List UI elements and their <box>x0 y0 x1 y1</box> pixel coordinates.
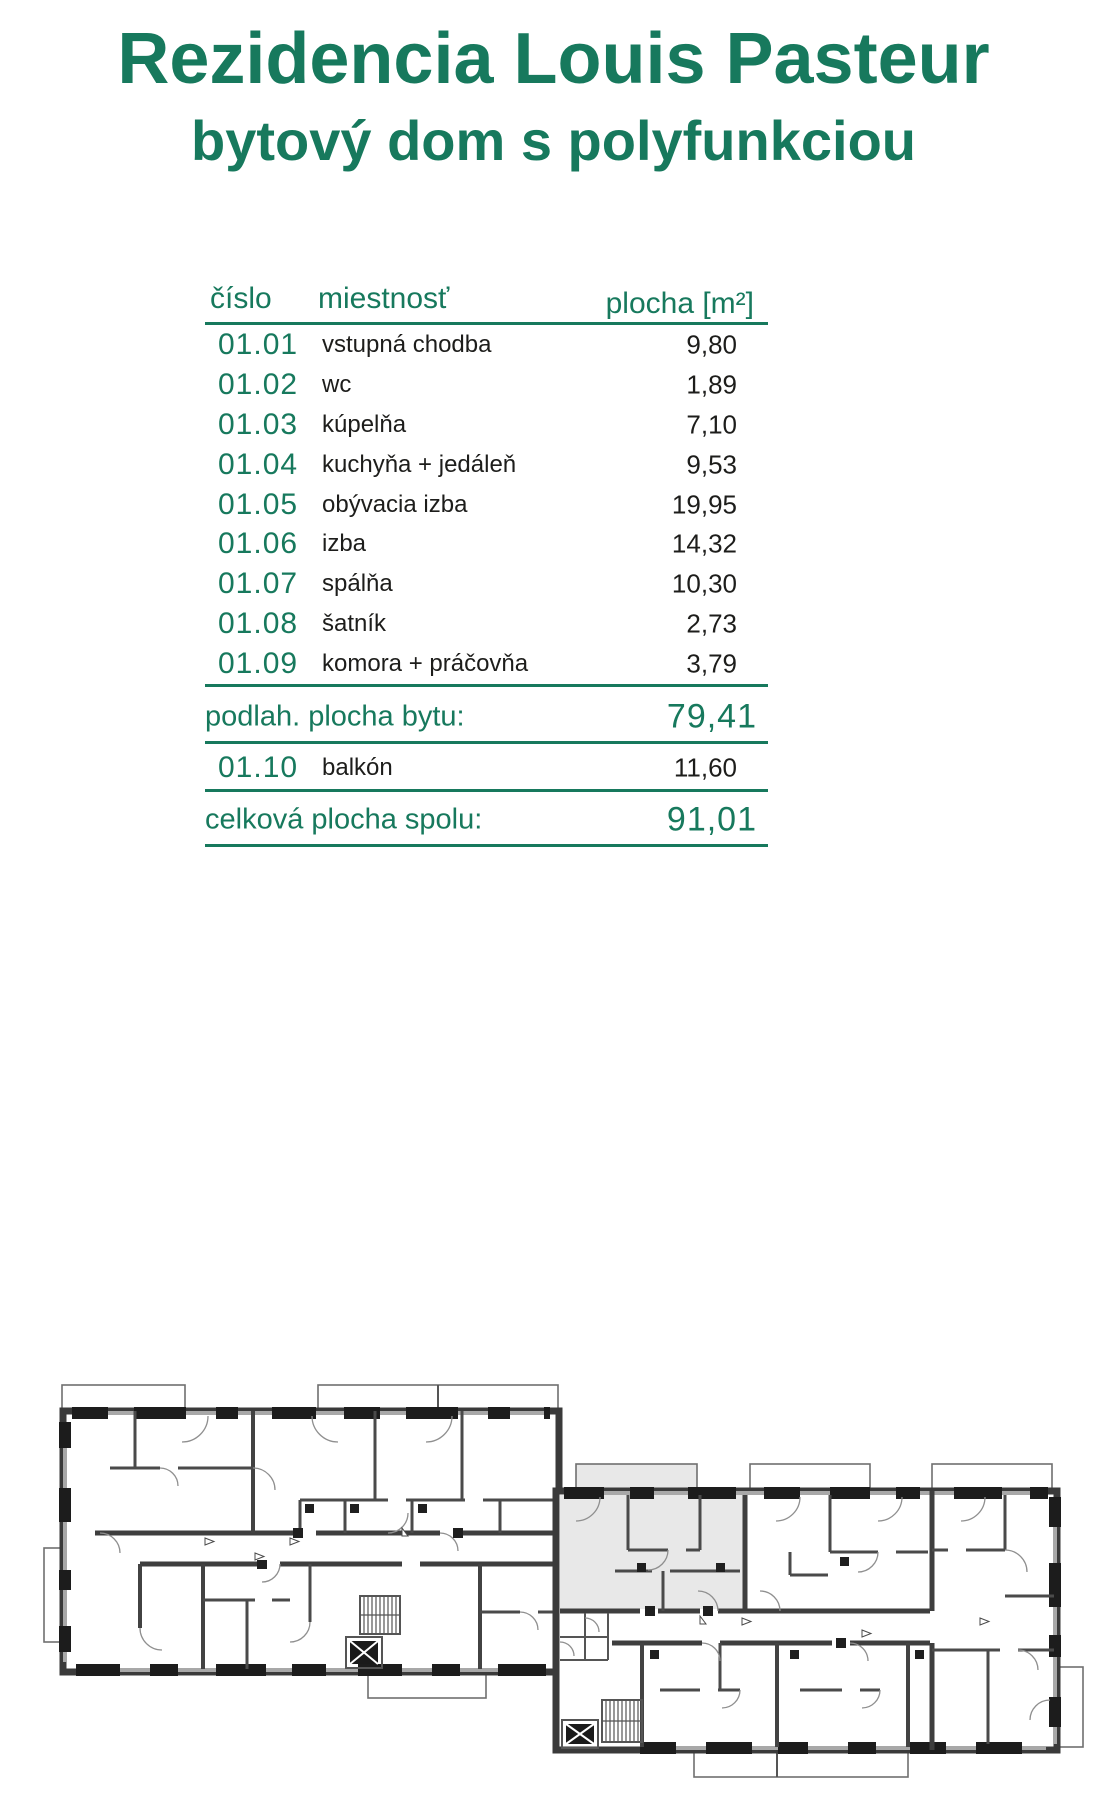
header-number: číslo <box>210 282 272 315</box>
row-number: 01.08 <box>218 607 299 641</box>
row-number: 01.09 <box>218 647 299 681</box>
balcony <box>750 1464 870 1491</box>
row-number: 01.05 <box>218 487 299 521</box>
row-room-name: kúpelňa <box>322 410 407 438</box>
row-room-name: komora + práčovňa <box>322 650 529 678</box>
row-number: 01.06 <box>218 527 299 561</box>
row-number: 01.10 <box>218 750 299 784</box>
row-area-value: 14,32 <box>671 528 737 559</box>
left-building <box>44 1385 559 1698</box>
row-area-value: 11,60 <box>673 752 737 782</box>
row-room-name: izba <box>322 530 367 558</box>
subtotal-label: podlah. plocha bytu: <box>205 700 465 732</box>
row-number: 01.03 <box>218 407 299 441</box>
elevator <box>562 1720 598 1748</box>
row-area-value: 1,89 <box>686 369 737 400</box>
row-area-value: 10,30 <box>671 568 737 599</box>
highlighted-unit <box>560 1495 746 1609</box>
right-building <box>556 1464 1083 1777</box>
row-room-name: vstupná chodba <box>322 330 492 358</box>
page-subtitle: bytový dom s polyfunkciou <box>191 109 916 172</box>
row-number: 01.04 <box>218 447 299 481</box>
balcony <box>932 1464 1052 1491</box>
row-area-value: 19,95 <box>671 489 737 519</box>
row-area-value: 7,10 <box>686 409 737 440</box>
row-number: 01.01 <box>218 327 299 361</box>
total-label: celková plocha spolu: <box>205 803 483 835</box>
row-room-name: balkón <box>322 753 393 781</box>
elevator <box>346 1637 382 1668</box>
row-number: 01.02 <box>218 367 299 401</box>
row-room-name: wc <box>322 370 352 398</box>
row-area-value: 2,73 <box>686 608 737 639</box>
row-area-value: 9,53 <box>686 449 737 480</box>
page-title: Rezidencia Louis Pasteur <box>117 19 990 99</box>
row-area-value: 3,79 <box>686 648 737 679</box>
highlighted-balcony <box>576 1464 697 1491</box>
row-area-value: 9,80 <box>686 329 737 360</box>
subtotal-value: 79,41 <box>666 697 757 735</box>
row-room-name: šatník <box>322 610 387 638</box>
building-outline <box>63 1411 559 1672</box>
row-room-name: obývacia izba <box>322 490 468 518</box>
row-room-name: kuchyňa + jedáleň <box>322 450 517 478</box>
row-number: 01.07 <box>218 567 299 601</box>
balcony <box>694 1750 908 1777</box>
header-room: miestnosť <box>318 282 450 315</box>
header-area: plocha [m²] <box>605 287 754 320</box>
total-value: 91,01 <box>666 800 757 838</box>
row-room-name: spálňa <box>322 570 393 598</box>
